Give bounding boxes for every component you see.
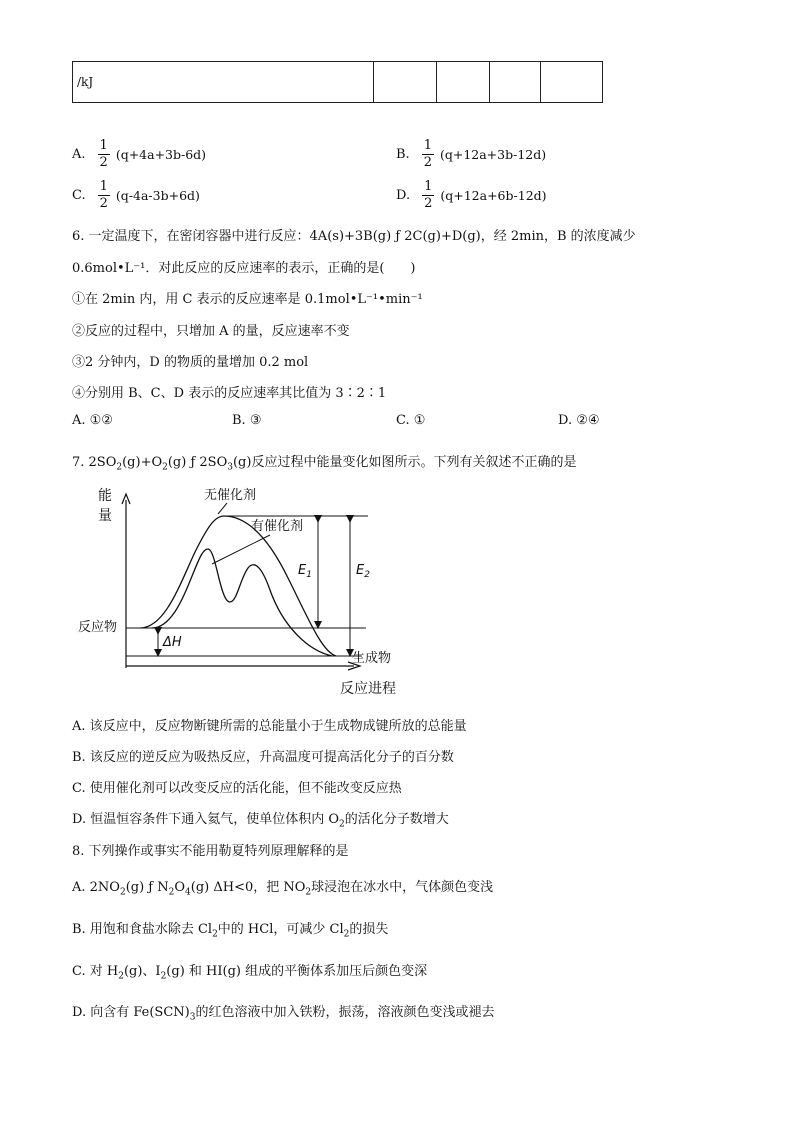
q5-option-c[interactable]: C. $\frac{1}{2}$ (q-4a-3b+6d) <box>72 179 200 211</box>
q6-option-b[interactable]: B. ③ <box>232 413 262 428</box>
fraction: $\frac{1}{2}$ <box>424 179 433 211</box>
y-label-bottom: 量 <box>98 508 112 524</box>
q6-item: ④分别用 B、C、D 表示的反应速率其比值为 3∶2∶1 <box>72 386 387 401</box>
energy-table <box>72 61 603 103</box>
no-catalyst-pointer <box>218 503 227 514</box>
q7-option-a[interactable]: A. 该反应中，反应物断键所需的总能量小于生成物成键所放的总能量 <box>72 719 467 734</box>
fraction: $\frac{1}{2}$ <box>99 138 108 170</box>
q6-option-c[interactable]: C. ① <box>396 413 426 428</box>
q8-option-d[interactable]: D. 向含有 $Fe(SCN)_3$的红色溶液中加入铁粉，振荡，溶液颜色变浅或褪去 <box>72 1005 495 1023</box>
x-label: 反应进程 <box>340 681 396 697</box>
table-cell <box>541 62 603 103</box>
dh-label: ΔH <box>163 635 182 650</box>
e2-label: $E_2$ <box>356 563 370 580</box>
table-cell <box>437 62 490 103</box>
q6-option-d[interactable]: D. ②④ <box>558 413 600 428</box>
q6-item: ①在 2min 内，用 C 表示的反应速率是 0.1mol•L⁻¹•min⁻¹ <box>72 292 423 307</box>
q6-item: ②反应的过程中，只增加 A 的量，反应速率不变 <box>72 324 350 339</box>
q6-item: ③2 分钟内，D 的物质的量增加 0.2 mol <box>72 355 309 370</box>
q6-stem-line2: 0.6mol•L⁻¹．对此反应的反应速率的表示，正确的是( ) <box>72 261 416 276</box>
fraction: $\frac{1}{2}$ <box>423 138 432 170</box>
q5-option-d[interactable]: D. $\frac{1}{2}$ (q+12a+6b-12d) <box>396 179 547 211</box>
catalyst-pointer <box>212 535 270 564</box>
q6-stem-line1: 6. 一定温度下，在密闭容器中进行反应：4A(s)+3B(g) ƒ 2C(g)+D(g)，经 2min，B 的浓度减少 <box>72 229 636 244</box>
q8-option-c[interactable]: C. 对 $H_2(g)$、$I_2(g)$ 和 HI(g) 组成的平衡体系加压后颜色变深 <box>72 964 428 982</box>
q7-option-d[interactable]: D. 恒温恒容条件下通入氦气，使单位体积内 $O_2$的活化分子数增大 <box>72 812 449 830</box>
energy-diagram <box>70 478 430 703</box>
q8-option-a[interactable]: A. $2NO_2(g)$ ƒ $N_2O_4(g)$ ΔH<0，把 $NO_2$球浸泡在冰水中，气体颜色变浅 <box>72 880 494 898</box>
e1-label: $E_1$ <box>298 563 312 580</box>
table-cell-unit: /kJ <box>73 62 374 103</box>
table-cell <box>490 62 541 103</box>
q7-option-c[interactable]: C. 使用催化剂可以改变反应的活化能，但不能改变反应热 <box>72 781 402 796</box>
q8-option-b[interactable]: B. 用饱和食盐水除去 $Cl_2$中的 HCl，可减少 $Cl_2$的损失 <box>72 922 389 940</box>
reactant-label: 反应物 <box>78 620 118 635</box>
table-cell <box>374 62 437 103</box>
catalyst-label: 有催化剂 <box>251 519 304 534</box>
fraction: $\frac{1}{2}$ <box>99 179 108 211</box>
q8-stem: 8. 下列操作或事实不能用勒夏特列原理解释的是 <box>72 844 349 859</box>
q6-option-a[interactable]: A. ①② <box>72 413 113 428</box>
y-label-top: 能 <box>98 488 112 504</box>
q7-option-b[interactable]: B. 该反应的逆反应为吸热反应，升高温度可提高活化分子的百分数 <box>72 750 454 765</box>
product-label: 生成物 <box>352 651 392 666</box>
q5-option-b[interactable]: B. $\frac{1}{2}$ (q+12a+3b-12d) <box>396 138 547 170</box>
q7-stem: 7. $2SO_2(g)+O_2(g)$ ƒ $2SO_3(g)$反应过程中能量变化如图所示。下列有关叙述不正确的是 <box>72 455 577 473</box>
q5-option-a[interactable]: A. $\frac{1}{2}$ (q+4a+3b-6d) <box>72 138 207 170</box>
no-catalyst-label: 无催化剂 <box>204 488 257 503</box>
